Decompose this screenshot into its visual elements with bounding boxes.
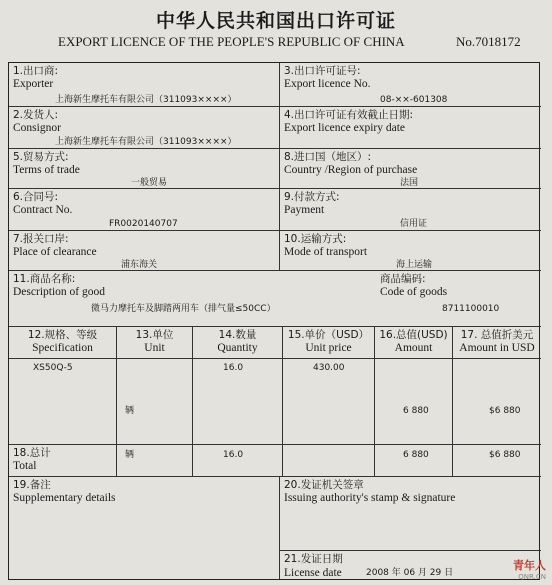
price-value: 430.00 [313, 363, 345, 373]
total-label-cell [9, 445, 117, 477]
header-spec-cn: 12.规格、等级 [27, 329, 98, 341]
title-en: EXPORT LICENCE OF THE PEOPLE'S REPUBLIC OF CHINA [58, 34, 405, 49]
expiry-label-cn: 4.出口许可证有效截止日期: [284, 109, 414, 121]
consignor-label-en: Consignor [13, 122, 61, 134]
body-amount [375, 359, 453, 445]
exporter-label-cn: 1.出口商: [13, 65, 59, 77]
header-spec-en: Specification [32, 342, 93, 354]
body-usd [453, 359, 541, 445]
licence-no-label-en: Export licence No. [284, 78, 371, 90]
header-price-en: Unit price [305, 342, 352, 354]
date-label-en: License date [284, 567, 342, 579]
body-spec [9, 359, 117, 445]
consignor-value: 上海新生摩托车有限公司（311093××××） [55, 137, 237, 147]
transport-value: 海上运输 [396, 260, 433, 270]
total-unit-cell [117, 445, 193, 477]
expiry-cell [280, 107, 541, 149]
remarks-label-cn: 19.备注 [13, 479, 51, 491]
goods-value: 微马力摩托车及脚踏两用车（排气量≤50CC） [91, 304, 276, 314]
watermark-main: 青年人 [513, 559, 546, 572]
total-usd: $6 880 [489, 450, 521, 460]
body-price [283, 359, 375, 445]
usd-value: $6 880 [489, 406, 521, 416]
date-label-cn: 21.发证日期 [284, 553, 343, 565]
spec-value: XS50Q-5 [33, 363, 73, 373]
header-qty [193, 327, 283, 359]
total-label-en: Total [13, 460, 37, 472]
country-label-cn: 8.进口国（地区）: [284, 151, 372, 163]
total-qty: 16.0 [223, 450, 244, 460]
transport-label-en: Mode of transport [284, 246, 368, 258]
title-cn: 中华人民共和国出口许可证 [155, 10, 396, 32]
licence-form [8, 62, 540, 580]
body-qty [193, 359, 283, 445]
stamp-label-cn: 20.发证机关签章 [284, 479, 364, 491]
total-price-cell [283, 445, 375, 477]
clearance-label-cn: 7.报关口岸: [13, 233, 69, 245]
transport-label-cn: 10.运输方式: [284, 233, 347, 245]
expiry-label-en: Export licence expiry date [284, 122, 406, 134]
header-amount-en: Amount [394, 342, 433, 354]
trade-cell [9, 149, 280, 189]
clearance-label-en: Place of clearance [13, 246, 97, 258]
code-label-cn: 商品编码: [380, 273, 426, 285]
body-unit [117, 359, 193, 445]
contract-label-en: Contract No. [13, 204, 73, 216]
header-amount-cn: 16.总值(USD) [379, 329, 448, 341]
code-label-en: Code of goods [380, 286, 448, 298]
header-price [283, 327, 375, 359]
country-label-en: Country /Region of purchase [284, 164, 418, 176]
header-qty-en: Quantity [217, 342, 258, 354]
remarks-cell [9, 477, 280, 579]
exporter-label-en: Exporter [13, 78, 54, 90]
trade-value: 一般贸易 [131, 178, 168, 188]
goods-label-en: Description of good [13, 286, 105, 298]
payment-label-cn: 9.付款方式: [284, 191, 340, 203]
consignor-cell [9, 107, 280, 149]
amount-value: 6 880 [403, 406, 429, 416]
total-qty-cell [193, 445, 283, 477]
consignor-label-cn: 2.发货人: [13, 109, 59, 121]
total-label-cn: 18.总计 [13, 447, 51, 459]
header-spec [9, 327, 117, 359]
header-usd [453, 327, 541, 359]
licence-number: No.7018172 [456, 34, 521, 49]
watermark-logo [513, 557, 546, 581]
header-unit-cn: 13.单位 [135, 329, 174, 341]
contract-cell [9, 189, 280, 231]
trade-label-en: Terms of trade [13, 164, 80, 176]
stamp-cell [280, 477, 541, 551]
code-value: 8711100010 [442, 304, 500, 314]
header-usd-en: Amount in USD [459, 342, 535, 354]
country-cell [280, 149, 541, 189]
total-amount-cell [375, 445, 453, 477]
payment-cell [280, 189, 541, 231]
payment-label-en: Payment [284, 204, 325, 216]
header-qty-cn: 14.数量 [218, 329, 257, 341]
transport-cell [280, 231, 541, 271]
exporter-cell [9, 63, 280, 107]
licence-no-cell [280, 63, 541, 107]
goods-cell [9, 271, 376, 327]
total-usd-cell [453, 445, 541, 477]
unit-value: 辆 [125, 406, 135, 416]
watermark-sub: QNR.CN [518, 573, 546, 581]
header-price-cn: 15.单价（USD） [287, 329, 370, 341]
stamp-label-en: Issuing authority's stamp & signature [284, 492, 456, 504]
exporter-value: 上海新生摩托车有限公司（311093××××） [55, 95, 237, 105]
contract-value: FR0020140707 [109, 219, 178, 229]
clearance-cell [9, 231, 280, 271]
header-unit-en: Unit [144, 342, 165, 354]
total-unit: 辆 [125, 450, 135, 460]
licence-no-label-cn: 3.出口许可证号: [284, 65, 361, 77]
payment-value: 信用证 [400, 219, 428, 229]
header-amount [375, 327, 453, 359]
qty-value: 16.0 [223, 363, 244, 373]
code-cell [376, 271, 541, 327]
header-usd-cn: 17. 总值折美元 [460, 329, 534, 341]
clearance-value: 浦东海关 [121, 260, 158, 270]
total-amount: 6 880 [403, 450, 429, 460]
date-value: 2008 年 06 月 29 日 [366, 568, 454, 578]
goods-label-cn: 11.商品名称: [13, 273, 76, 285]
trade-label-cn: 5.贸易方式: [13, 151, 69, 163]
date-cell [280, 551, 541, 579]
header-unit [117, 327, 193, 359]
country-value: 法国 [400, 178, 419, 188]
contract-label-cn: 6.合同号: [13, 191, 59, 203]
licence-no-value: 08-××-601308 [380, 95, 448, 105]
remarks-label-en: Supplementary details [13, 492, 116, 504]
